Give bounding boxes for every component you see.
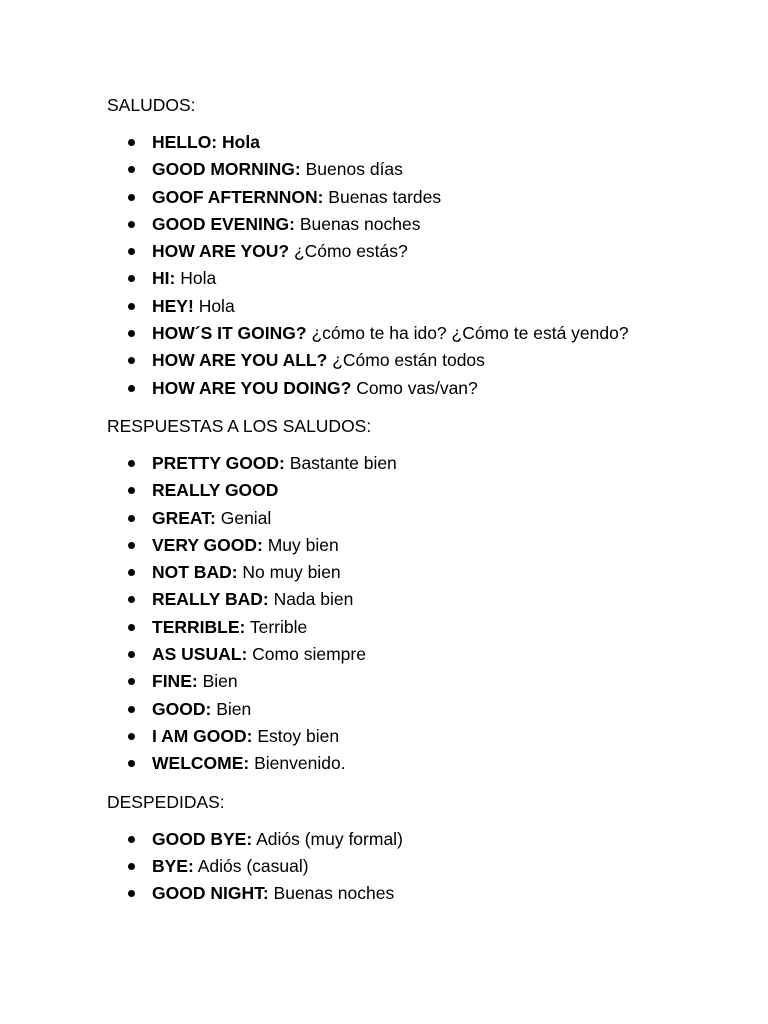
term: REALLY BAD: [152, 589, 269, 610]
bullet-icon [128, 890, 135, 897]
translation: Buenas tardes [328, 186, 442, 207]
list-item [107, 477, 747, 504]
bullet-icon [128, 863, 135, 870]
term: HOW ARE YOU? [152, 241, 290, 262]
translation: Adiós (muy formal) [256, 828, 403, 849]
list-item [107, 129, 747, 156]
bullet-icon [128, 542, 135, 549]
bullet-icon [128, 733, 135, 740]
term: GOOD: [152, 698, 212, 719]
list-item [107, 723, 747, 750]
section-despedidas [107, 790, 747, 908]
translation: Bien [202, 671, 238, 692]
list-item [107, 156, 747, 183]
bullet-icon [128, 357, 135, 364]
translation: Buenos días [305, 159, 403, 180]
bullet-icon [128, 678, 135, 685]
bullet-icon [128, 569, 135, 576]
list-item [107, 532, 747, 559]
term: VERY GOOD: [152, 534, 263, 555]
translation: Hola [180, 268, 217, 289]
bullet-icon [128, 836, 135, 843]
term: HEY! [152, 295, 194, 316]
bullet-icon [128, 275, 135, 282]
list-item [107, 559, 747, 586]
translation: Buenas noches [299, 213, 421, 234]
section-heading: DESPEDIDAS: [107, 791, 225, 812]
translation: Bien [216, 698, 252, 719]
term: PRETTY GOOD: [152, 452, 285, 473]
list-item [107, 265, 747, 292]
term: FINE: [152, 671, 198, 692]
term: GOOD MORNING: [152, 159, 301, 180]
translation: Bienvenido. [254, 753, 346, 774]
term: I AM GOOD: [152, 725, 253, 746]
list-item [107, 293, 747, 320]
translation: ¿Cómo estás? [293, 241, 408, 262]
bullet-icon [128, 596, 135, 603]
list-item [107, 880, 747, 907]
term: HOW´S IT GOING? [152, 323, 307, 344]
term: GOOD BYE: [152, 828, 253, 849]
translation: Estoy bien [257, 725, 340, 746]
bullet-icon [128, 139, 135, 146]
list-item [107, 696, 747, 723]
list-item [107, 826, 747, 853]
translation: Como siempre [252, 644, 366, 665]
term: AS USUAL: [152, 644, 248, 665]
term: TERRIBLE: [152, 616, 246, 637]
term: NOT BAD: [152, 562, 238, 583]
term: HI: [152, 268, 176, 289]
translation: Adiós (casual) [197, 855, 309, 876]
bullet-icon [128, 515, 135, 522]
bullet-icon [128, 460, 135, 467]
bullet-icon [128, 194, 135, 201]
translation: Genial [220, 507, 272, 528]
section-heading: RESPUESTAS A LOS SALUDOS: [107, 415, 372, 436]
translation: ¿Cómo están todos [332, 350, 485, 371]
bullet-icon [128, 487, 135, 494]
bullet-icon [128, 303, 135, 310]
translation: Terrible [249, 616, 308, 637]
term: HOW ARE YOU ALL? [152, 350, 328, 371]
translation: Bastante bien [289, 452, 397, 473]
bullet-icon [128, 624, 135, 631]
list-item [107, 375, 747, 402]
term: GOOD NIGHT: [152, 883, 269, 904]
bullet-list [107, 129, 747, 402]
list-item [107, 238, 747, 265]
translation: Muy bien [267, 534, 339, 555]
bullet-icon [128, 221, 135, 228]
list-item [107, 586, 747, 613]
bullet-list [107, 450, 747, 778]
list-item [107, 750, 747, 777]
list-item [107, 211, 747, 238]
bullet-icon [128, 760, 135, 767]
list-item [107, 505, 747, 532]
term: REALLY GOOD [152, 480, 279, 501]
translation: ¿cómo te ha ido? ¿Cómo te está yendo? [311, 323, 629, 344]
list-item [107, 320, 747, 347]
bullet-icon [128, 166, 135, 173]
bullet-icon [128, 330, 135, 337]
list-item [107, 668, 747, 695]
list-item [107, 614, 747, 641]
translation: Nada bien [273, 589, 354, 610]
translation: Hola [222, 132, 260, 152]
bullet-list [107, 826, 747, 908]
section-respuestas [107, 414, 747, 790]
term: HOW ARE YOU DOING? [152, 377, 352, 398]
translation: Como vas/van? [356, 377, 478, 398]
document-page [107, 93, 747, 907]
term: GOOD EVENING: [152, 213, 295, 234]
list-item [107, 450, 747, 477]
term: GREAT: [152, 507, 216, 528]
section-saludos [107, 93, 747, 414]
bullet-icon [128, 651, 135, 658]
bullet-icon [128, 248, 135, 255]
term: GOOF AFTERNNON: [152, 186, 324, 207]
list-item [107, 641, 747, 668]
section-heading: SALUDOS: [107, 95, 196, 115]
bullet-icon [128, 706, 135, 713]
term: BYE: [152, 855, 194, 876]
list-item [107, 853, 747, 880]
list-item [107, 184, 747, 211]
translation: Hola [198, 295, 235, 316]
translation: Buenas noches [273, 883, 395, 904]
bullet-icon [128, 385, 135, 392]
term: HELLO: [152, 132, 218, 152]
term: WELCOME: [152, 753, 250, 774]
list-item [107, 347, 747, 374]
translation: No muy bien [242, 562, 341, 583]
